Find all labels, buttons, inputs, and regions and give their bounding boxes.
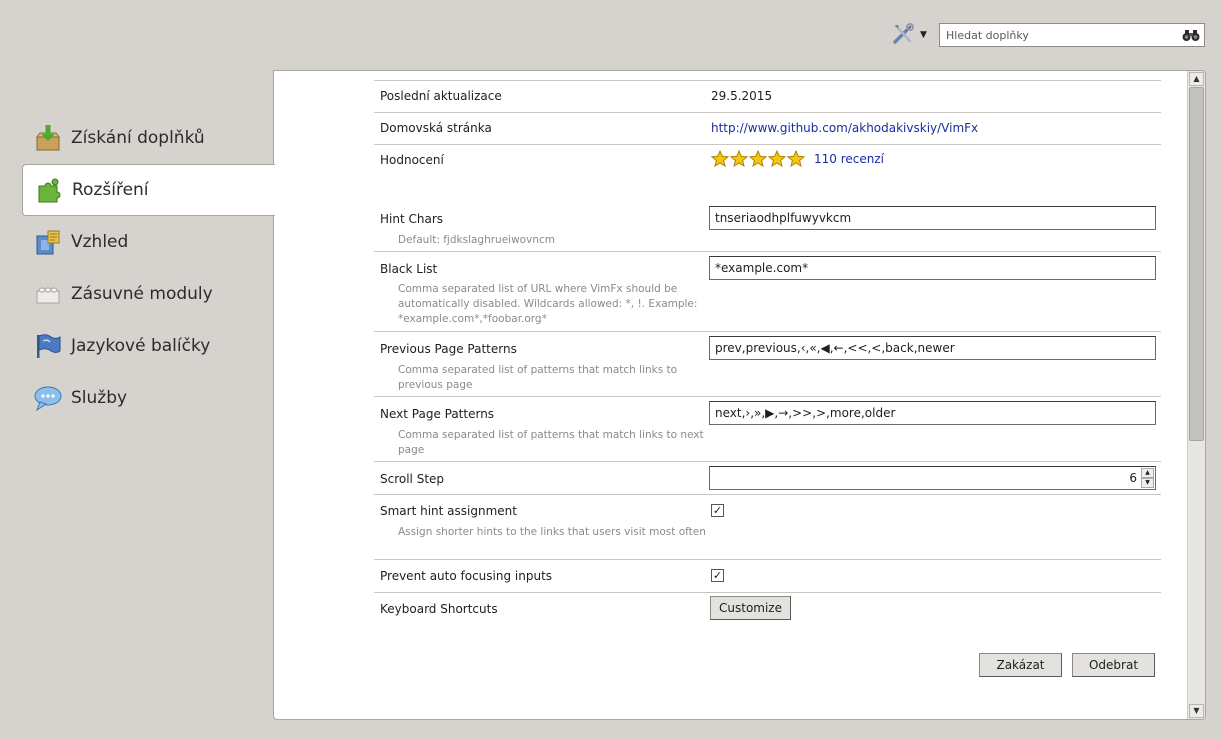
pref-prevent-focus <box>374 560 1161 593</box>
search-input[interactable] <box>944 26 1174 44</box>
homepage-label: Domovská stránka <box>380 121 492 135</box>
category-label: Jazykové balíčky <box>71 336 211 356</box>
previous-patterns-input[interactable] <box>709 336 1156 360</box>
rating-stars <box>711 150 884 167</box>
scroll-step-value: 6 <box>1129 471 1137 485</box>
pref-description: Comma separated list of URL where VimFx should be automatically disabled. Wildcards allowed: *, !. Example: *example.com*,*foobar.org* <box>398 283 698 325</box>
reviews-link[interactable]: 110 recenzí <box>814 151 884 166</box>
addon-detail-panel <box>273 70 1206 720</box>
category-appearance[interactable] <box>22 216 274 268</box>
pref-label: Next Page Patterns <box>380 407 495 421</box>
pref-label: Keyboard Shortcuts <box>380 602 498 616</box>
prevent-focus-checkbox[interactable]: ✓ <box>712 569 723 582</box>
scroll-step-spinner[interactable] <box>709 466 1156 490</box>
category-label: Získání doplňků <box>71 128 205 148</box>
last-update-value: 29.5.2015 <box>711 89 773 103</box>
pref-label: Smart hint assignment <box>380 504 517 518</box>
disable-button[interactable]: Zakázat <box>979 653 1062 677</box>
scroll-up-arrow[interactable]: ▲ <box>1189 72 1204 86</box>
pref-description: Comma separated list of patterns that match links to previous page <box>398 364 678 391</box>
download-box-icon <box>33 123 63 153</box>
pref-smart-hint <box>374 495 1161 560</box>
customize-button[interactable]: Customize <box>710 596 791 620</box>
pref-label: Hint Chars <box>380 212 444 226</box>
pref-scroll-step <box>374 462 1161 495</box>
pref-label: Previous Page Patterns <box>380 342 517 356</box>
rating-label: Hodnocení <box>380 153 444 167</box>
spin-down-button[interactable]: ▼ <box>1141 478 1154 488</box>
paintbrush-icon <box>33 227 63 257</box>
star-icon <box>768 150 786 167</box>
binoculars-icon[interactable] <box>1182 28 1200 45</box>
category-label: Zásuvné moduly <box>71 284 213 304</box>
homepage-link[interactable]: http://www.github.com/akhodakivskiy/VimFx <box>711 121 979 135</box>
pref-hint-chars <box>374 201 1161 252</box>
pref-keyboard-shortcuts <box>374 593 1161 627</box>
category-get-addons[interactable] <box>22 112 274 164</box>
black-list-input[interactable] <box>709 256 1156 280</box>
homepage-row <box>374 113 1161 145</box>
spinner-buttons <box>1141 468 1154 488</box>
top-divider <box>374 71 1161 81</box>
chevron-down-icon: ▼ <box>920 30 927 40</box>
lego-block-icon <box>33 279 63 309</box>
pref-label: Scroll Step <box>380 472 445 486</box>
scrollbar-thumb[interactable] <box>1189 87 1204 441</box>
flag-icon <box>33 331 63 361</box>
puzzle-piece-icon <box>34 175 64 205</box>
pref-label: Black List <box>380 262 438 276</box>
category-extensions[interactable] <box>22 164 275 216</box>
search-box[interactable] <box>939 23 1205 47</box>
pref-next-patterns <box>374 397 1161 462</box>
pref-black-list <box>374 252 1161 332</box>
star-icon <box>730 150 748 167</box>
remove-button[interactable]: Odebrat <box>1072 653 1155 677</box>
speech-bubble-icon <box>33 383 63 413</box>
tools-menu-button[interactable] <box>890 22 934 48</box>
pref-label: Prevent auto focusing inputs <box>380 569 553 583</box>
category-plugins[interactable] <box>22 268 274 320</box>
star-icon <box>711 150 729 167</box>
smart-hint-checkbox[interactable]: ✓ <box>712 504 723 517</box>
hint-chars-input[interactable] <box>709 206 1156 230</box>
category-language-packs[interactable] <box>22 320 274 372</box>
next-patterns-input[interactable] <box>709 401 1156 425</box>
last-update-row <box>374 81 1161 113</box>
category-label: Služby <box>71 388 128 408</box>
wrench-screwdriver-icon <box>892 23 916 48</box>
vertical-scrollbar[interactable] <box>1187 71 1205 719</box>
star-icon <box>787 150 805 167</box>
category-label: Vzhled <box>71 232 129 252</box>
category-label: Rozšíření <box>72 180 149 200</box>
pref-description: Assign shorter hints to the links that users visit most often <box>398 526 706 538</box>
star-icon <box>749 150 767 167</box>
category-services[interactable] <box>22 372 274 424</box>
pref-previous-patterns <box>374 332 1161 397</box>
pref-description: Comma separated list of patterns that match links to next page <box>398 429 704 456</box>
spin-up-button[interactable]: ▲ <box>1141 468 1154 478</box>
scroll-down-arrow[interactable]: ▼ <box>1189 704 1204 718</box>
pref-description: Default: fjdkslaghrueiwovncm <box>398 234 555 246</box>
last-update-label: Poslední aktualizace <box>380 89 502 103</box>
